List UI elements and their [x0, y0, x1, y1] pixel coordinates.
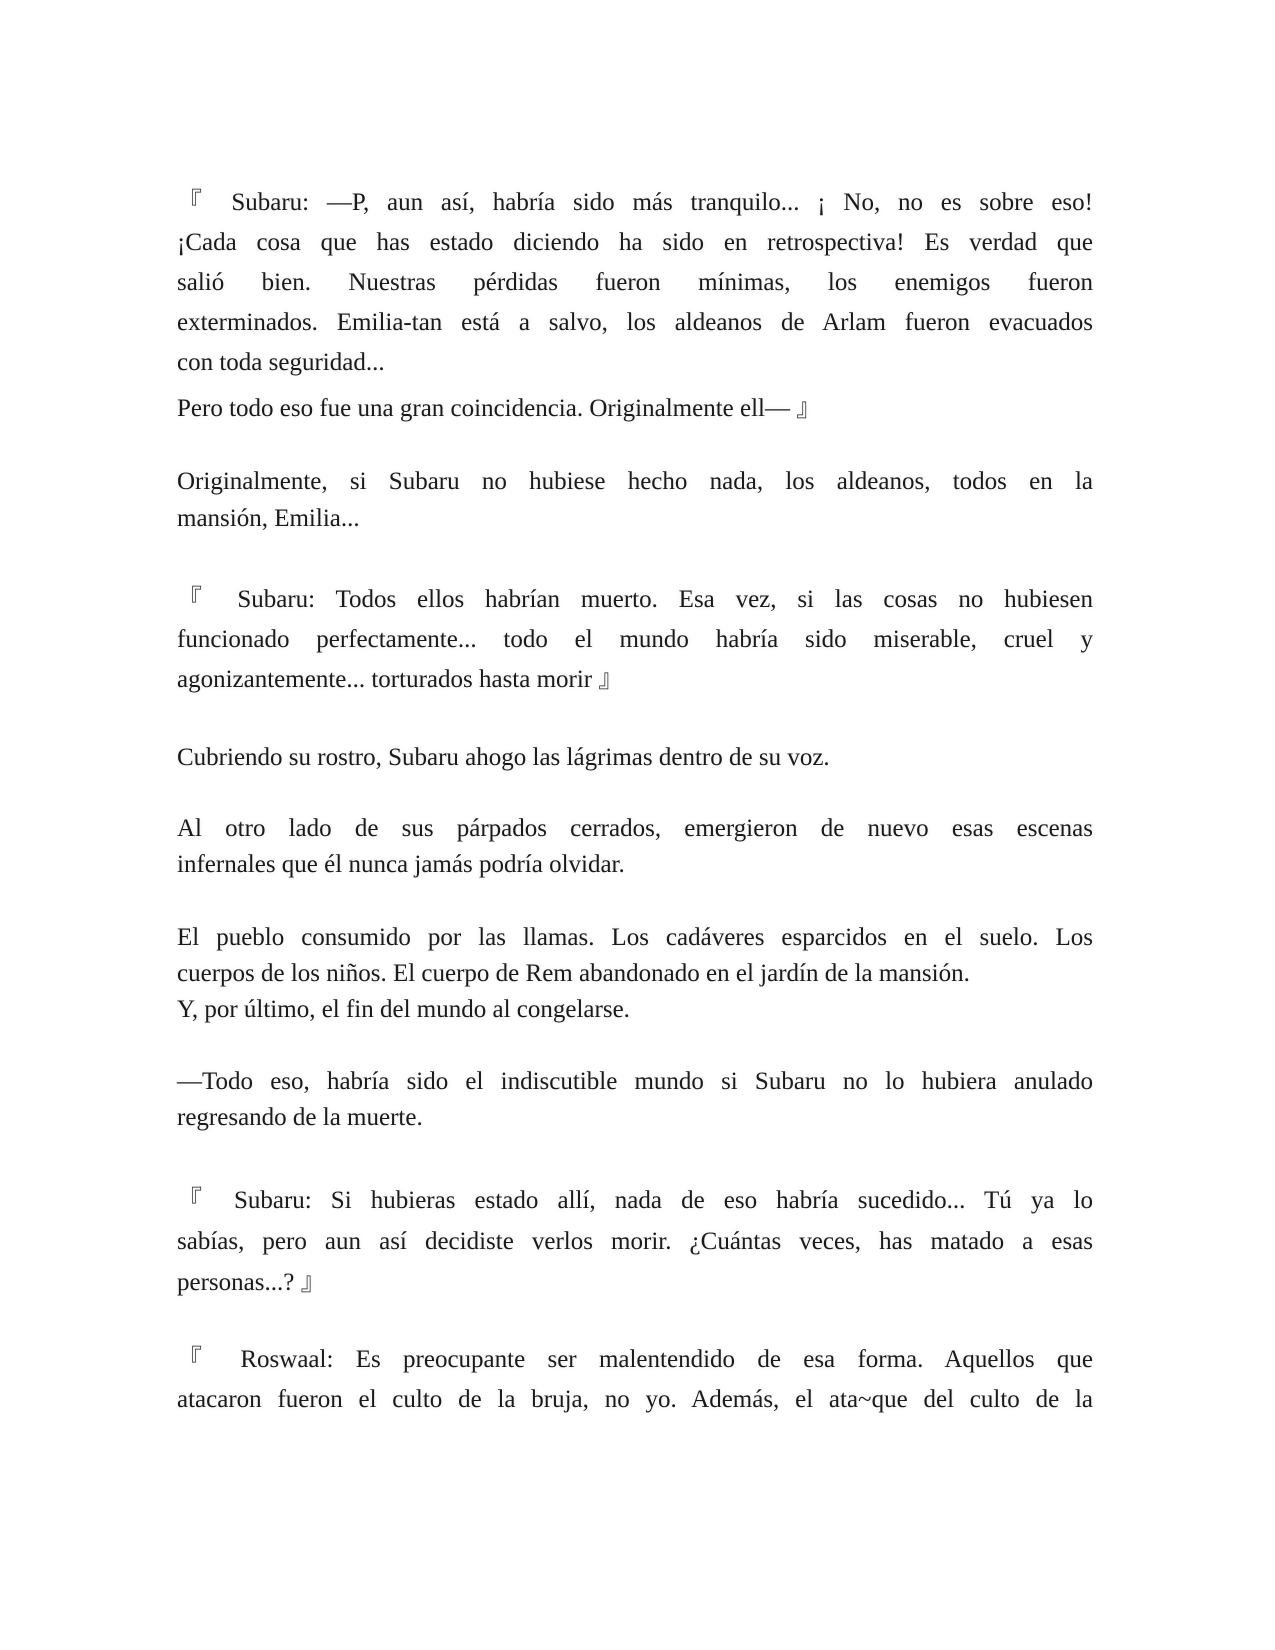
- text-line: Cubriendo su rostro, Subaru ahogo las lágrimas dentro de su voz.: [177, 744, 830, 771]
- text-line: El pueblo consumido por las llamas. Los cadáveres esparcidos en el suelo. Los: [177, 924, 1093, 951]
- text-line: salió bien. Nuestras pérdidas fueron mínimas, los enemigos fueron: [177, 269, 1093, 296]
- text-line: Y, por último, el fin del mundo al congelarse.: [177, 996, 630, 1023]
- text-line: 『 Roswaal: Es preocupante ser malentendido de esa forma. Aquellos que: [177, 1346, 1093, 1373]
- text-line: funcionado perfectamente... todo el mundo habría sido miserable, cruel y: [177, 626, 1093, 653]
- narrative-paragraph: [177, 920, 1093, 1028]
- text-line: infernales que él nunca jamás podría olvidar.: [177, 851, 625, 878]
- dialogue-paragraph: [177, 1340, 1093, 1420]
- text-line: 『 Subaru: —P, aun así, habría sido más tranquilo... ¡ No, no es sobre eso!: [177, 189, 1093, 216]
- text-line: ¡Cada cosa que has estado diciendo ha sido en retrospectiva! Es verdad que: [177, 229, 1093, 256]
- text-line: Al otro lado de sus párpados cerrados, emergieron de nuevo esas escenas: [177, 815, 1093, 842]
- text-line: regresando de la muerte.: [177, 1104, 423, 1131]
- text-line: agonizantemente... torturados hasta morir 』: [177, 666, 624, 693]
- text-line: 『 Subaru: Todos ellos habrían muerto. Esa vez, si las cosas no hubiesen: [177, 586, 1093, 613]
- text-line: 『 Subaru: Si hubieras estado allí, nada de eso habría sucedido... Tú ya lo: [177, 1187, 1093, 1214]
- text-line: personas...? 』: [177, 1269, 326, 1296]
- text-line: Pero todo eso fue una gran coincidencia. Originalmente ell— 』: [177, 395, 822, 422]
- narrative-paragraph: [177, 1064, 1093, 1136]
- text-line: atacaron fueron el culto de la bruja, no yo. Además, el ata~que del culto de la: [177, 1386, 1093, 1413]
- dialogue-paragraph: [177, 183, 1093, 383]
- document-page: [177, 0, 1093, 1650]
- text-line: sabías, pero aun así decidiste verlos morir. ¿Cuántas veces, has matado a esas: [177, 1228, 1093, 1255]
- narrative-paragraph: [177, 463, 1093, 537]
- text-line: —Todo eso, habría sido el indiscutible mundo si Subaru no lo hubiera anulado: [177, 1068, 1093, 1095]
- dialogue-paragraph: [177, 580, 1093, 700]
- narrative-paragraph: [177, 811, 1093, 883]
- text-line: Originalmente, si Subaru no hubiese hecho nada, los aldeanos, todos en la: [177, 468, 1093, 495]
- text-line: con toda seguridad...: [177, 349, 385, 376]
- narrative-paragraph: [177, 739, 1093, 776]
- dialogue-paragraph: [177, 389, 1093, 429]
- text-line: mansión, Emilia...: [177, 505, 360, 532]
- text-line: exterminados. Emilia-tan está a salvo, los aldeanos de Arlam fueron evacuados: [177, 309, 1093, 336]
- text-line: cuerpos de los niños. El cuerpo de Rem abandonado en el jardín de la mansión.: [177, 960, 970, 987]
- dialogue-paragraph: [177, 1180, 1093, 1303]
